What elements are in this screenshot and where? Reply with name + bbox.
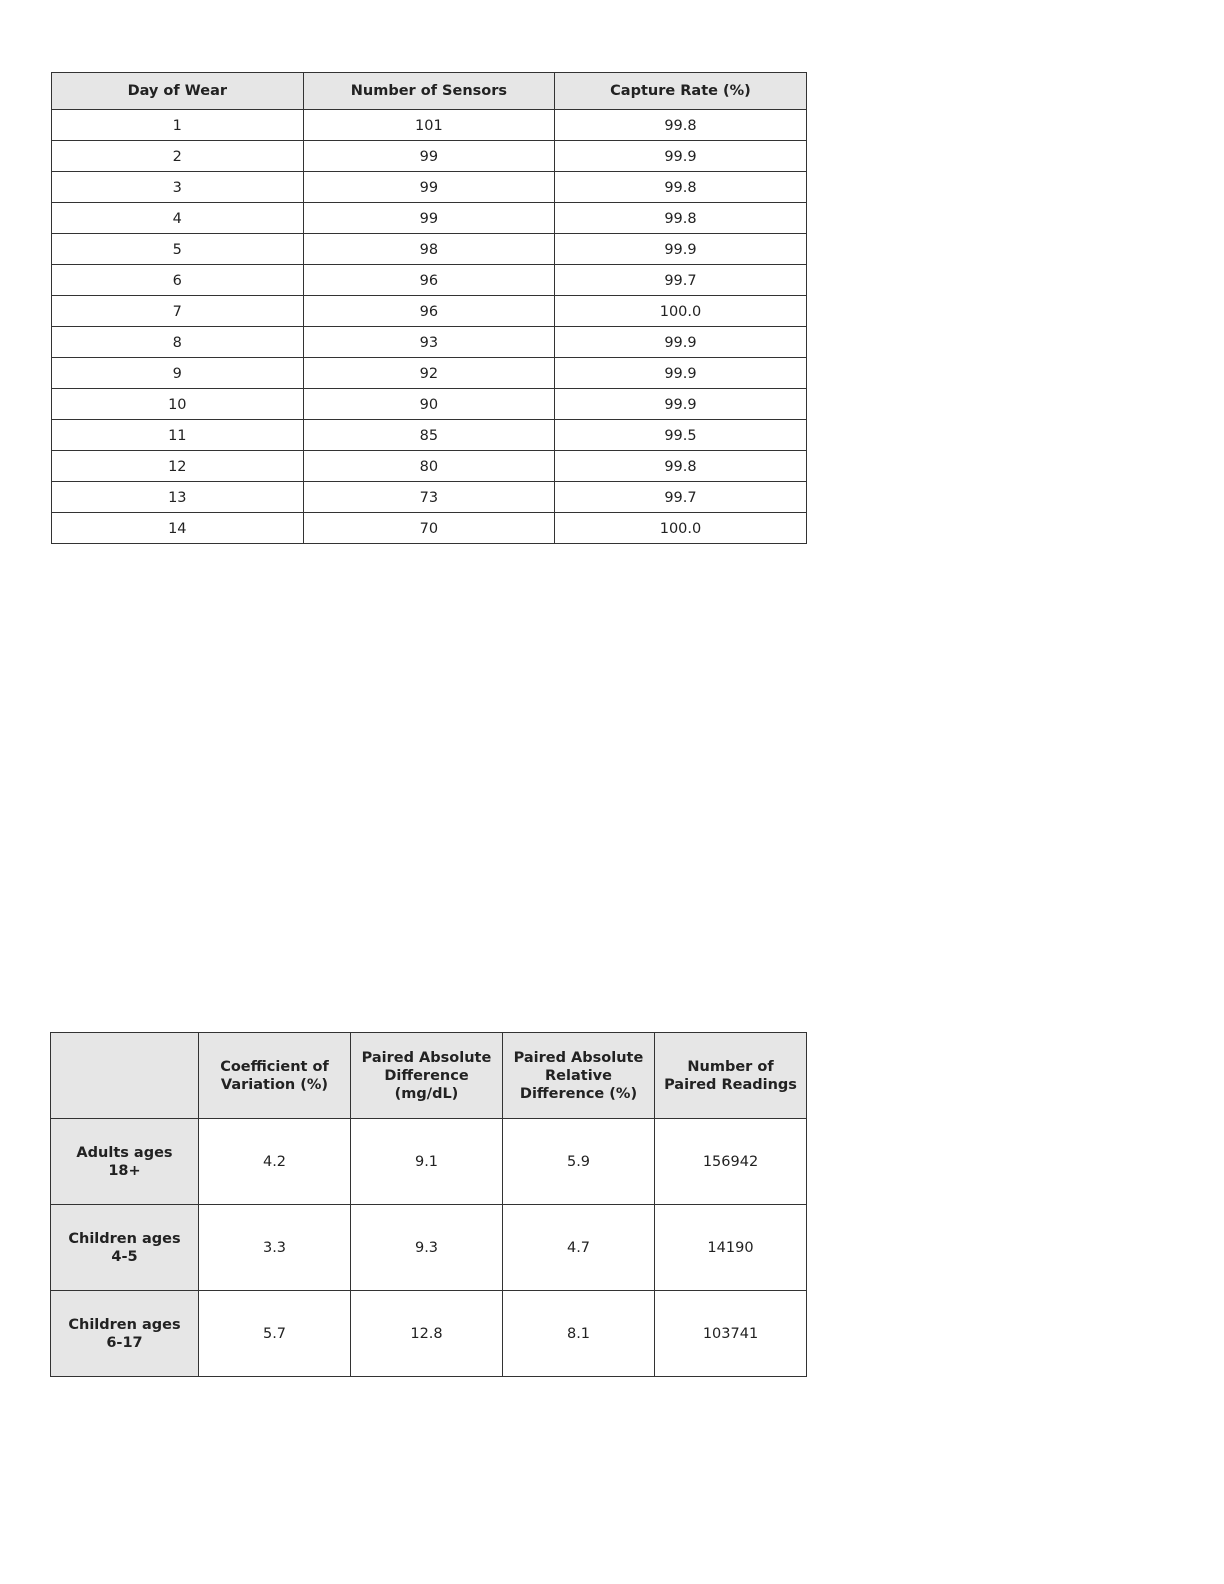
cell-sensors: 96 <box>303 265 555 296</box>
cell-coefficient-of-variation: 4.2 <box>199 1119 351 1205</box>
header-coefficient-of-variation: Coefficient of Variation (%) <box>199 1033 351 1119</box>
sensor-wear-table-body <box>52 110 807 544</box>
header-empty <box>51 1033 199 1119</box>
cell-day: 13 <box>52 482 304 513</box>
cell-paired-absolute-difference: 9.1 <box>351 1119 503 1205</box>
cell-sensors: 80 <box>303 451 555 482</box>
cell-day: 4 <box>52 203 304 234</box>
cell-day: 14 <box>52 513 304 544</box>
header-day-of-wear: Day of Wear <box>52 73 304 110</box>
cell-coefficient-of-variation: 3.3 <box>199 1205 351 1291</box>
cell-capture-rate: 99.5 <box>555 420 807 451</box>
table-row <box>52 265 807 296</box>
cell-paired-absolute-difference: 9.3 <box>351 1205 503 1291</box>
row-label: Children ages 4-5 <box>51 1205 199 1291</box>
table-row <box>52 327 807 358</box>
table-row <box>52 513 807 544</box>
cell-day: 12 <box>52 451 304 482</box>
header-capture-rate: Capture Rate (%) <box>555 73 807 110</box>
cell-day: 1 <box>52 110 304 141</box>
cell-day: 3 <box>52 172 304 203</box>
cell-capture-rate: 99.9 <box>555 234 807 265</box>
table-row <box>51 1119 807 1205</box>
cell-day: 6 <box>52 265 304 296</box>
cell-capture-rate: 99.7 <box>555 482 807 513</box>
table-row <box>52 482 807 513</box>
cell-day: 7 <box>52 296 304 327</box>
precision-table <box>50 1032 807 1377</box>
precision-table-body <box>51 1119 807 1377</box>
cell-number-of-paired-readings: 103741 <box>655 1291 807 1377</box>
table-row <box>52 420 807 451</box>
row-label: Children ages 6-17 <box>51 1291 199 1377</box>
table-row <box>52 451 807 482</box>
cell-day: 11 <box>52 420 304 451</box>
cell-day: 9 <box>52 358 304 389</box>
cell-capture-rate: 99.8 <box>555 172 807 203</box>
table-row <box>51 1291 807 1377</box>
cell-sensors: 85 <box>303 420 555 451</box>
cell-capture-rate: 99.9 <box>555 327 807 358</box>
cell-sensors: 92 <box>303 358 555 389</box>
table-row <box>52 358 807 389</box>
cell-capture-rate: 99.9 <box>555 389 807 420</box>
table-header-row <box>52 73 807 110</box>
cell-day: 5 <box>52 234 304 265</box>
cell-capture-rate: 99.9 <box>555 141 807 172</box>
table-row <box>52 203 807 234</box>
cell-sensors: 90 <box>303 389 555 420</box>
header-number-of-paired-readings: Number of Paired Readings <box>655 1033 807 1119</box>
cell-number-of-paired-readings: 14190 <box>655 1205 807 1291</box>
cell-sensors: 101 <box>303 110 555 141</box>
cell-capture-rate: 99.8 <box>555 110 807 141</box>
table-row <box>52 389 807 420</box>
cell-paired-absolute-relative-difference: 4.7 <box>503 1205 655 1291</box>
header-paired-absolute-relative-difference: Paired Absolute Relative Difference (%) <box>503 1033 655 1119</box>
cell-sensors: 99 <box>303 141 555 172</box>
cell-sensors: 99 <box>303 172 555 203</box>
cell-capture-rate: 99.9 <box>555 358 807 389</box>
header-paired-absolute-difference: Paired Absolute Difference (mg/dL) <box>351 1033 503 1119</box>
cell-sensors: 93 <box>303 327 555 358</box>
cell-coefficient-of-variation: 5.7 <box>199 1291 351 1377</box>
table-row <box>52 110 807 141</box>
cell-capture-rate: 99.7 <box>555 265 807 296</box>
cell-number-of-paired-readings: 156942 <box>655 1119 807 1205</box>
table-row <box>52 141 807 172</box>
cell-capture-rate: 99.8 <box>555 451 807 482</box>
cell-sensors: 98 <box>303 234 555 265</box>
cell-day: 2 <box>52 141 304 172</box>
header-number-of-sensors: Number of Sensors <box>303 73 555 110</box>
table-row <box>52 172 807 203</box>
table-header-row <box>51 1033 807 1119</box>
cell-paired-absolute-relative-difference: 8.1 <box>503 1291 655 1377</box>
cell-paired-absolute-relative-difference: 5.9 <box>503 1119 655 1205</box>
cell-sensors: 96 <box>303 296 555 327</box>
cell-sensors: 99 <box>303 203 555 234</box>
table-row <box>52 234 807 265</box>
cell-capture-rate: 99.8 <box>555 203 807 234</box>
table-row <box>51 1205 807 1291</box>
sensor-wear-table <box>51 72 807 544</box>
cell-capture-rate: 100.0 <box>555 513 807 544</box>
cell-sensors: 70 <box>303 513 555 544</box>
cell-day: 8 <box>52 327 304 358</box>
table-row <box>52 296 807 327</box>
cell-day: 10 <box>52 389 304 420</box>
cell-paired-absolute-difference: 12.8 <box>351 1291 503 1377</box>
cell-capture-rate: 100.0 <box>555 296 807 327</box>
row-label: Adults ages 18+ <box>51 1119 199 1205</box>
cell-sensors: 73 <box>303 482 555 513</box>
